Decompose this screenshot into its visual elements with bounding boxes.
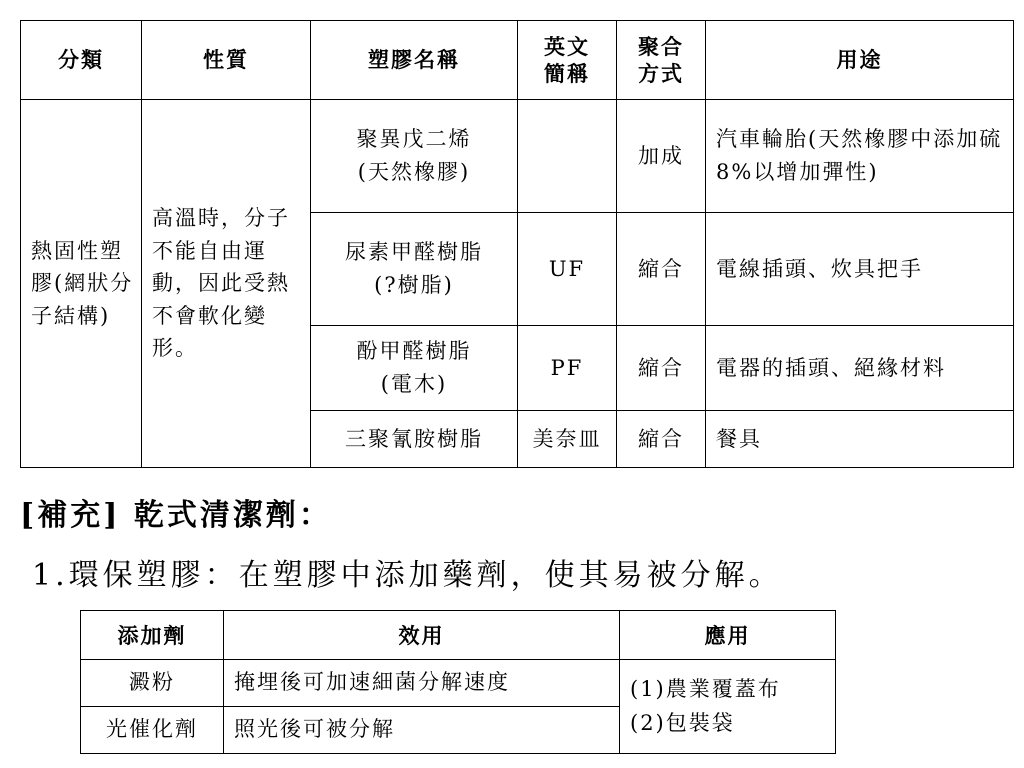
abbreviation-cell: UF (518, 213, 617, 326)
additive-cell: 光催化劑 (81, 707, 224, 754)
polymerization-cell: 縮合 (617, 213, 706, 326)
abbreviation-cell: PF (518, 326, 617, 411)
header-property: 性質 (142, 21, 311, 100)
plastic-name-cell: 酚甲醛樹脂(電木) (311, 326, 518, 411)
header-polymerization: 聚合方式 (617, 21, 706, 100)
header-plastic-name: 塑膠名稱 (311, 21, 518, 100)
header-application: 應用 (620, 611, 836, 660)
polymerization-cell: 縮合 (617, 411, 706, 468)
table-row (81, 660, 836, 707)
header-abbreviation: 英文簡稱 (518, 21, 617, 100)
point-1-eco-plastic: 1.環保塑膠：在塑膠中添加藥劑，使其易被分解。 (32, 558, 783, 593)
abbreviation-cell: 美奈皿 (518, 411, 617, 468)
application-item: (1)農業覆蓋布 (630, 676, 781, 701)
plastic-name-cell: 尿素甲醛樹脂(?樹脂) (311, 213, 518, 326)
effect-cell: 照光後可被分解 (224, 707, 620, 754)
header-effect: 效用 (224, 611, 620, 660)
header-usage: 用途 (706, 21, 1014, 100)
plastic-name-cell: 聚異戊二烯(天然橡膠) (311, 100, 518, 213)
usage-cell: 餐具 (706, 411, 1014, 468)
polymerization-cell: 加成 (617, 100, 706, 213)
application-cell (620, 660, 836, 754)
property-cell: 高溫時，分子不能自由運動，因此受熱不會軟化變形。 (142, 100, 311, 468)
additive-cell: 澱粉 (81, 660, 224, 707)
plastics-table (20, 20, 1014, 468)
category-cell: 熱固性塑膠(網狀分子結構) (21, 100, 142, 468)
polymerization-cell: 縮合 (617, 326, 706, 411)
usage-cell: 電線插頭、炊具把手 (706, 213, 1014, 326)
application-item: (2)包裝袋 (630, 710, 735, 735)
abbreviation-cell (518, 100, 617, 213)
supplement-heading: [補充] 乾式清潔劑： (20, 498, 332, 533)
header-category: 分類 (21, 21, 142, 100)
usage-cell: 汽車輪胎(天然橡膠中添加硫8%以增加彈性) (706, 100, 1014, 213)
header-additive: 添加劑 (81, 611, 224, 660)
usage-cell: 電器的插頭、絕緣材料 (706, 326, 1014, 411)
effect-cell: 掩埋後可加速細菌分解速度 (224, 660, 620, 707)
additive-table (80, 610, 836, 754)
plastic-name-cell: 三聚氰胺樹脂 (311, 411, 518, 468)
table-row (21, 100, 1014, 213)
